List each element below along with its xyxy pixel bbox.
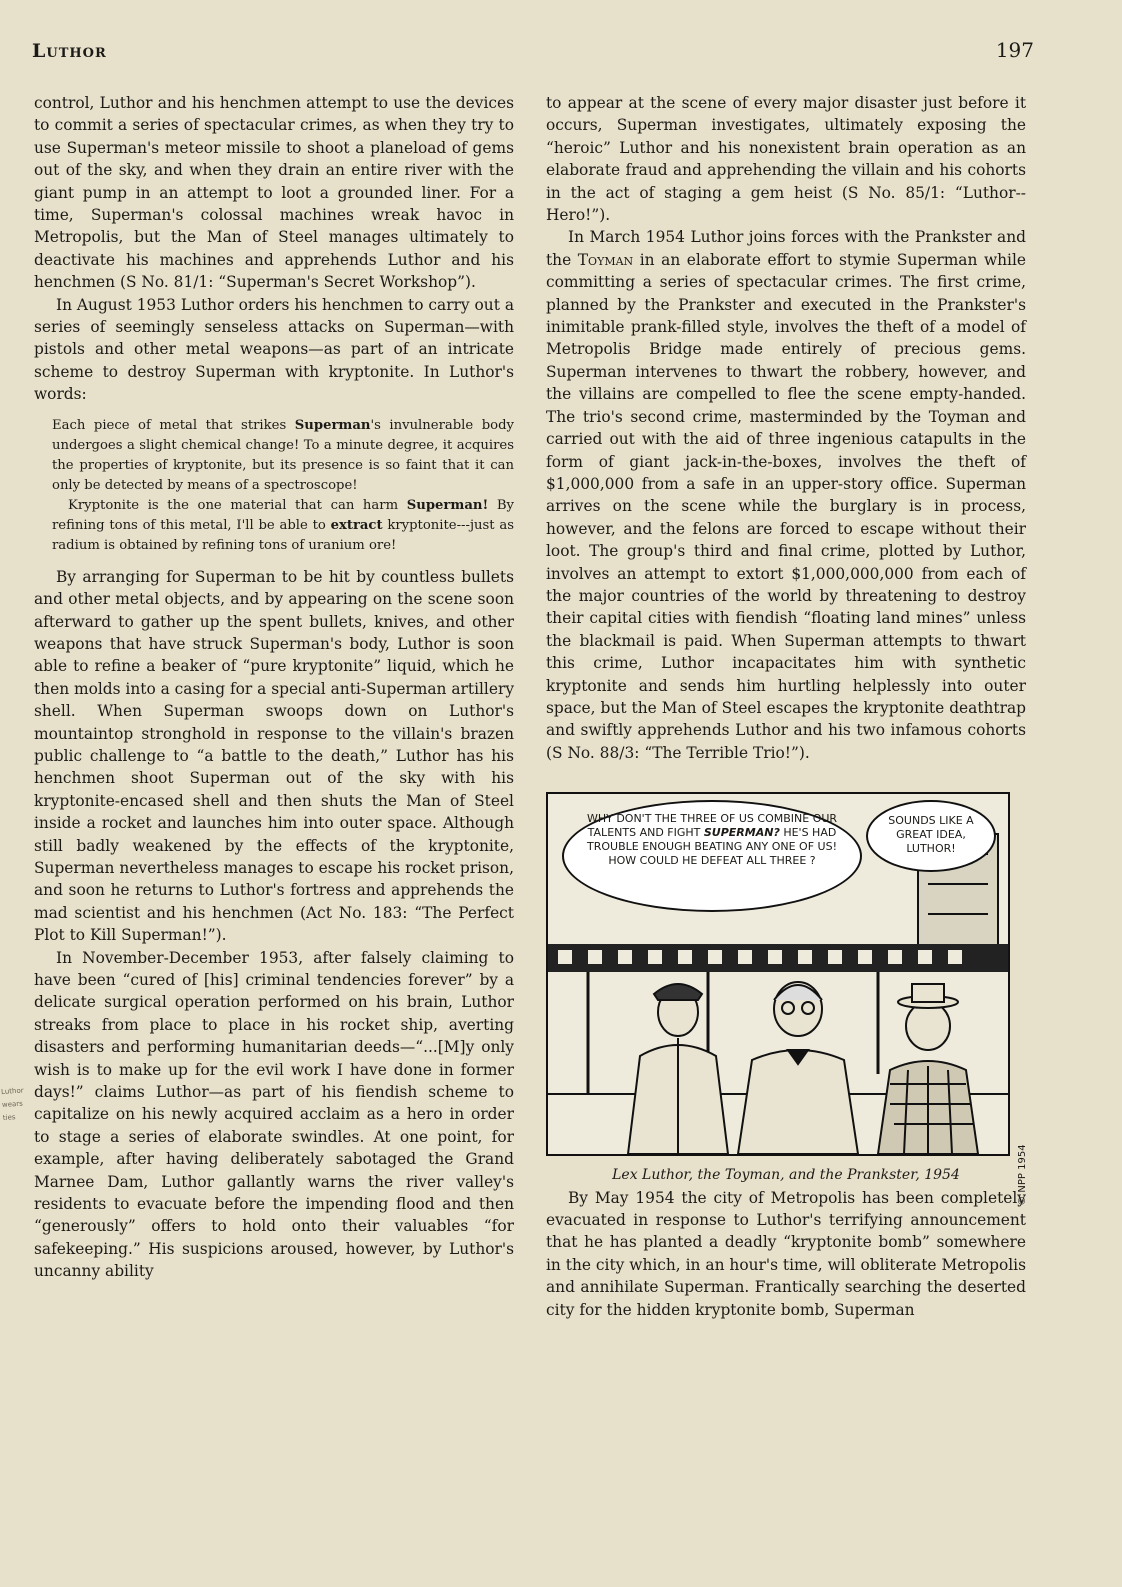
quote-text: Kryptonite is the one material that can harm bbox=[68, 497, 407, 513]
paragraph: By arranging for Superman to be hit by countless bullets and other metal objects, and by appearing on the scene soon afterward to gather up the spent bullets, knives, and other weapons that have struck Superman's body, Luthor is soon able to refine a beaker of “pure kryptonite” liquid, which he then molds into a casing for a special anti-Superman artillery shell. When Superman swoops down on Luthor's mountaintop stronghold in response to the villain's brazen public challenge to “a battle to the death,” Luthor has his henchmen shoot Superman out of the sky with his kryptonite-encased shell and then shuts the Man of Steel inside a rocket and launches him into outer space. Although still badly weakened by the effects of the kryptonite, Superman nevertheless manages to escape his rocket prison, and soon he returns to Luthor's fortress and apprehends the mad scientist and his henchmen (Act No. 183: “The Perfect Plot to Kill Superman!”). bbox=[34, 567, 515, 945]
copyright-credit: © NPP 1954 bbox=[1016, 1144, 1028, 1206]
quote-paragraph bbox=[52, 416, 514, 496]
paragraph-text: In March 1954 Luthor joins forces with the Prankster and the bbox=[546, 228, 1026, 269]
quote-bold-text: extract bbox=[330, 517, 383, 533]
paragraph: In November-December 1953, after falsely claiming to have been “cured of [his] criminal tendencies forever” by a delicate surgical operation performed on his brain, Luthor streaks from place to place in his rocket ship, averting disasters and performing humanitarian deeds—“...[M]y only wish is to make up for the evil work I have done in former days!” claims Luthor—as part of his fiendish scheme to capitalize on his newly acquired acclaim as a hero in order to stage a series of elaborate swindles. At one point, for example, after having deliberately sabotaged the Grand Marnee Dam, Luthor gallantly warns the river valley's residents to evacuate before the impending flood and then “generously” offers to hold onto their valuables “for safekeeping.” His suspicions aroused, however, by Luthor's uncanny ability bbox=[34, 948, 514, 1281]
right-column bbox=[546, 92, 1026, 1321]
quote-bold-text: Superman! bbox=[406, 497, 489, 513]
quote-text: 's invulnerable body undergoes a slight chemical change! To a minute degree, it acquires the properties of kryptonite, but its presence is so faint that it can only be detected by means of a spectroscope! bbox=[52, 417, 514, 493]
balloon-text: SOUNDS LIKE A GREAT IDEA, LUTHOR! bbox=[888, 814, 974, 856]
paragraph: to appear at the scene of every major disaster just before it occurs, Superman investigates, ultimately exposing the “heroic” Luthor and his nonexistent brain operation as an elaborate fraud and apprehending the villain and his cohorts in the act of staging a gem heist (S No. 85/1: “Luthor--Hero!”). bbox=[546, 94, 1026, 225]
paragraph: control, Luthor and his henchmen attempt to use the devices to commit a series of spectacular crimes, as when they try to use Superman's meteor missile to shoot a planeload of gems out of the sky, and when they drain an entire river with the giant pump in an attempt to loot a grounded liner. For a time, Superman's colossal machines wreak havoc in Metropolis, but the Man of Steel manages ultimately to deactivate his machines and apprehends Luthor and his henchmen (S No. 81/1: “Superman's Secret Workshop”). bbox=[34, 94, 514, 292]
page-number: 197 bbox=[995, 38, 1034, 62]
small-caps-name: Toyman bbox=[577, 250, 634, 269]
quote-text: kryptonite---just as radium is obtained by refining tons of uranium ore! bbox=[52, 517, 514, 553]
paragraph: In August 1953 Luthor orders his henchmen to carry out a series of seemingly senseless attacks on Superman—with pistols and other metal weapons—as part of an intricate scheme to destroy Superman with kryptonite. In Luthor's words: bbox=[34, 295, 514, 404]
handwritten-margin-note: Luthor wears ties bbox=[0, 1086, 24, 1123]
quote-bold-text: Superman bbox=[294, 417, 371, 433]
balloon-emphasis: SUPERMAN? bbox=[703, 826, 780, 840]
block-quote bbox=[52, 416, 514, 556]
quote-text: By refining tons of this metal, I'll be able to bbox=[52, 497, 514, 533]
comic-figure bbox=[546, 792, 1028, 1206]
paragraph: By May 1954 the city of Metropolis has been completely evacuated in response to Luthor's terrifying announcement that he has planted a deadly “kryptonite bomb” somewhere in the city which, in an hour's time, will obliterate Metropolis and annihilate Superman. Frantically searching the deserted city for the hidden kryptonite bomb, Superman bbox=[546, 1188, 1026, 1319]
paragraph-text: in an elaborate effort to stymie Superman while committing a series of spectacular crimes. The first crime, planned by the Prankster and executed in the Prankster's inimitable prank-filled style, involves the theft of a model of Metropolis Bridge made entirely of precious gems. Superman intervenes to thwart the robbery, however, and the villains are compelled to flee the scene empty-handed. The trio's second crime, masterminded by the Toyman and carried out with the aid of three ingenious catapults in the form of giant jack-in-the-boxes, involves the theft of $1,000,000 from a safe in an upper-story office. Superman arrives on the scene while the burglary is in process, however, and the felons are forced to escape without their loot. The group's third and final crime, plotted by Luthor, involves an attempt to extort $1,000,000,000 from each of the major countries of the world by threatening to destroy their capital cities with fiendish “floating land mines” unless the blackmail is paid. When Superman attempts to thwart this crime, Luthor incapacitates him with synthetic kryptonite and sends him hurtling helplessly into outer space, but the Man of Steel escapes the kryptonite deathtrap and swiftly apprehends Luthor and his two infamous cohorts (S No. 88/3: “The Terrible Trio!”). bbox=[546, 250, 1026, 762]
figure-caption: Lex Luthor, the Toyman, and the Prankster, 1954 bbox=[612, 1167, 960, 1184]
quote-text: Each piece of metal that strikes bbox=[52, 417, 295, 433]
speech-balloon-prankster bbox=[866, 800, 996, 872]
quote-paragraph bbox=[52, 496, 514, 556]
left-column bbox=[34, 92, 514, 1283]
speech-balloon-luthor bbox=[562, 800, 862, 912]
balloon-text: WHY DON'T THE THREE OF US COMBINE OUR TALENTS AND FIGHT bbox=[586, 812, 838, 840]
balloon-text: HE'S HAD TROUBLE ENOUGH BEATING ANY ONE OF US! HOW COULD HE DEFEAT ALL THREE ? bbox=[587, 826, 837, 868]
paragraph bbox=[546, 226, 1026, 764]
running-head: Luthor bbox=[32, 40, 107, 62]
